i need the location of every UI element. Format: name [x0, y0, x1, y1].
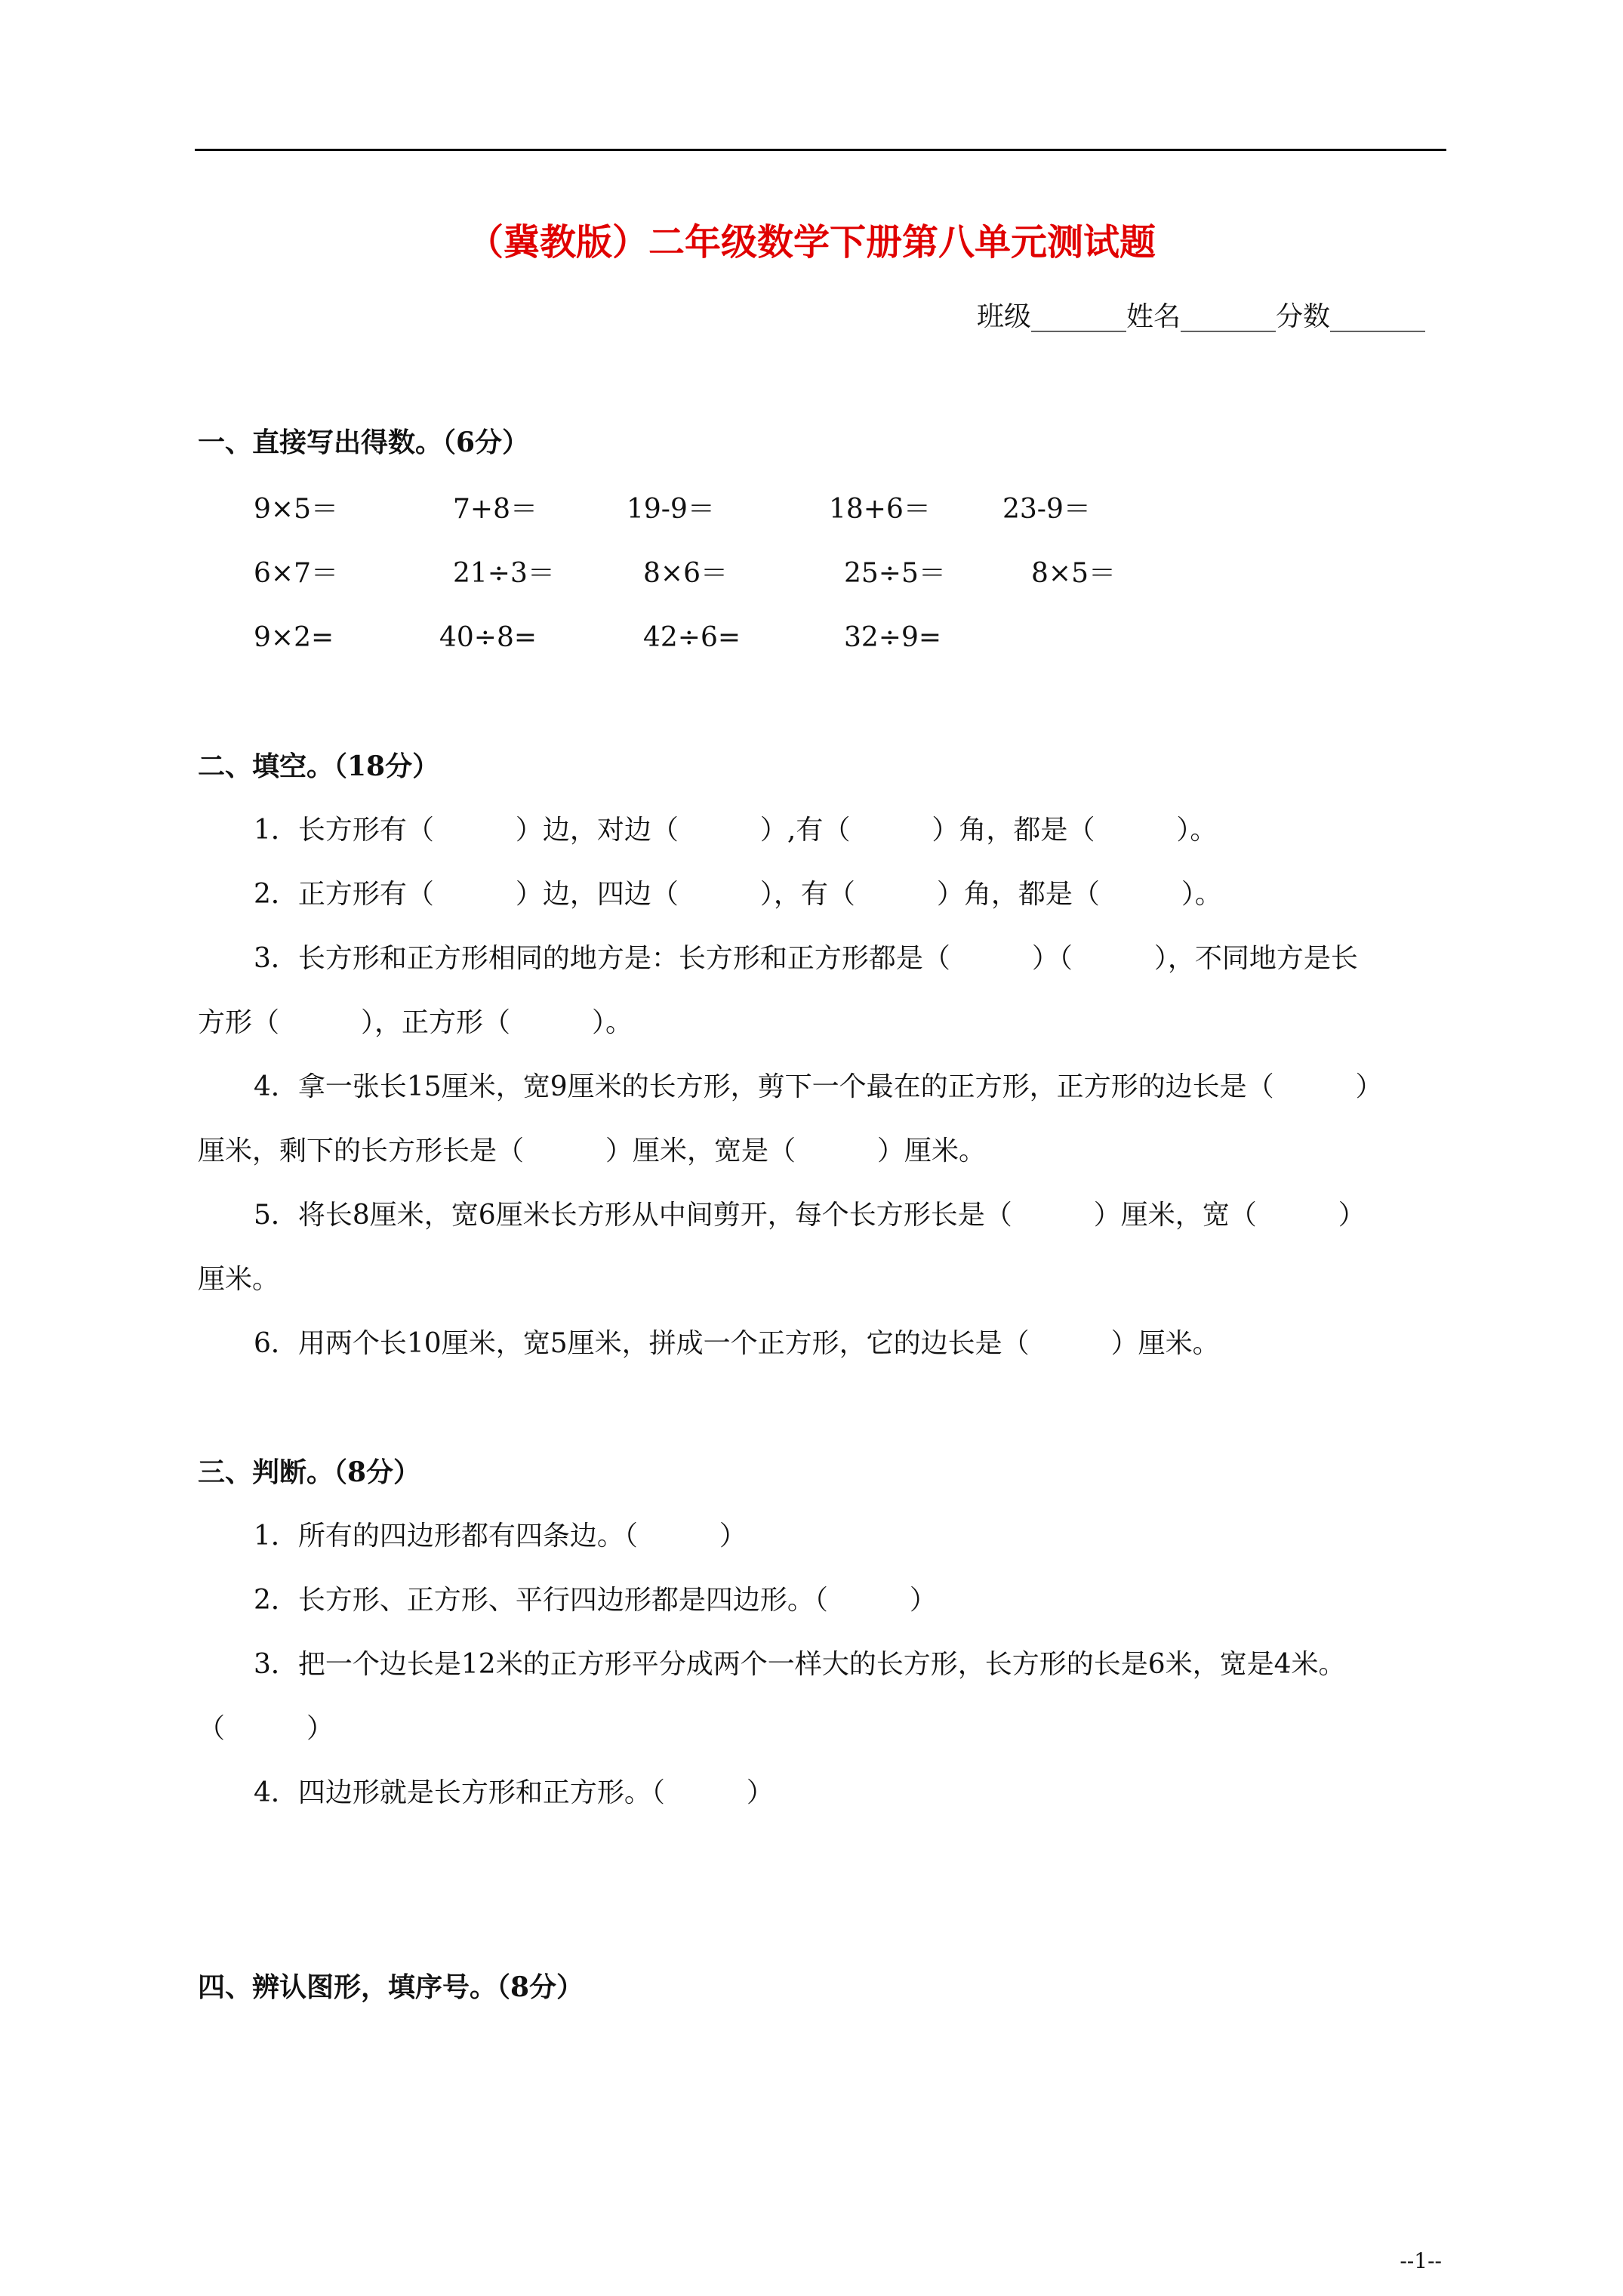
- math-problem: 42÷6=: [643, 622, 741, 653]
- math-problem: 7+8＝: [453, 494, 537, 525]
- question-line: （ ）: [198, 1713, 334, 1744]
- math-problem: 21÷3＝: [453, 558, 555, 589]
- page-number: --1--: [1400, 2248, 1442, 2273]
- math-problem: 8×5＝: [1031, 558, 1116, 589]
- section3-heading: 三、判断。（8分）: [198, 1456, 421, 1488]
- question-line: 1．长方形有（ ）边，对边（ ）,有（ ）角，都是（ ）。: [254, 815, 1218, 846]
- question-line: 厘米，剩下的长方形长是（ ）厘米，宽是（ ）厘米。: [198, 1136, 987, 1166]
- section1-heading: 一、直接写出得数。（6分）: [198, 427, 530, 458]
- section4-heading: 四、辨认图形，填序号。（8分）: [198, 1971, 584, 2003]
- section2-heading: 二、填空。（18分）: [198, 750, 440, 782]
- page-title: （冀教版）二年级数学下册第八单元测试题: [467, 221, 1156, 264]
- math-problem: 19-9＝: [627, 494, 715, 525]
- math-problem: 9×2=: [254, 622, 334, 653]
- math-problem: 8×6＝: [643, 558, 728, 589]
- question-line: 厘米。: [198, 1264, 280, 1295]
- question-line: 5．将长8厘米，宽6厘米长方形从中间剪开，每个长方形长是（ ）厘米，宽（ ）: [254, 1200, 1366, 1231]
- student-info-line: 班级_______姓名_______分数_______: [976, 301, 1425, 332]
- header-rule: [195, 149, 1446, 151]
- math-problem: 18+6＝: [829, 494, 931, 525]
- math-problem: 40÷8=: [439, 622, 537, 653]
- math-problem: 6×7＝: [254, 558, 338, 589]
- math-problem: 25÷5＝: [844, 558, 946, 589]
- question-line: 4．四边形就是长方形和正方形。（ ）: [254, 1777, 774, 1808]
- math-problem: 23-9＝: [1002, 494, 1091, 525]
- question-line: 方形（ ），正方形（ ）。: [198, 1007, 633, 1038]
- question-line: 2．正方形有（ ）边，四边（ ），有（ ）角，都是（ ）。: [254, 879, 1222, 910]
- question-line: 2．长方形、正方形、平行四边形都是四边形。（ ）: [254, 1585, 937, 1616]
- question-line: 3．把一个边长是12米的正方形平分成两个一样大的长方形，长方形的长是6米，宽是4米。: [254, 1649, 1346, 1680]
- question-line: 4．拿一张长15厘米，宽9厘米的长方形，剪下一个最在的正方形，正方形的边长是（ ）: [254, 1071, 1383, 1102]
- question-line: 1．所有的四边形都有四条边。（ ）: [254, 1521, 747, 1552]
- math-problem: 32÷9=: [844, 622, 942, 653]
- math-problem: 9×5＝: [254, 494, 338, 525]
- question-line: 3．长方形和正方形相同的地方是：长方形和正方形都是（ ）（ ），不同地方是长: [254, 943, 1358, 974]
- question-line: 6．用两个长10厘米，宽5厘米，拼成一个正方形，它的边长是（ ）厘米。: [254, 1328, 1220, 1359]
